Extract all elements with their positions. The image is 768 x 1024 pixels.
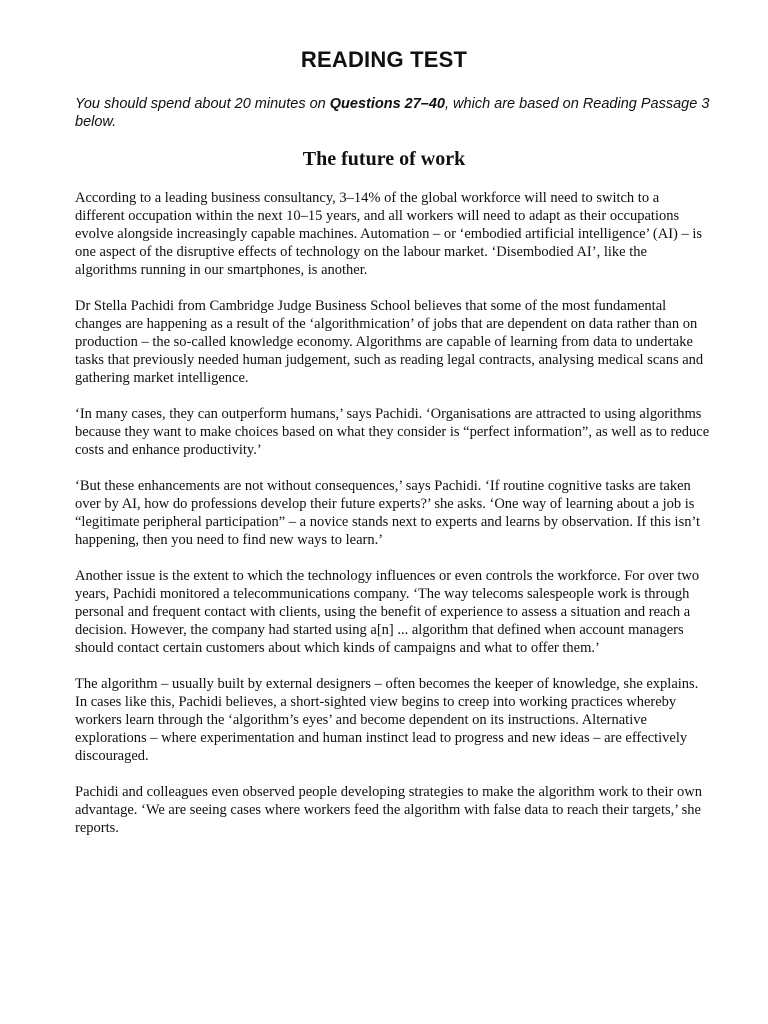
passage-paragraph-6: The algorithm – usually built by external designers – often becomes the keeper of knowledge, she explains. In cases like this, Pachidi believes, a short-sighted view begins to creep into working practices whereby workers learn through the ‘algorithm’s eyes’ and become dependent on its instructions. Alternative explorations – where experimentation and human instinct lead to progress and new ideas – are effectively discouraged.: [75, 676, 699, 764]
passage-paragraph-1: According to a leading business consultancy, 3–14% of the global workforce will need to switch to a different occupation within the next 10–15 years, and all workers will need to adapt as their occupations evolve alongside increasingly capable machines. Automation – or ‘embodied artificial intelligence’ (AI) – is one aspect of the disruptive effects of technology on the labour market. ‘Disembodied AI’, like the algorithms running in our smartphones, is another.: [75, 190, 703, 278]
passage-body: [75, 189, 711, 855]
passage-paragraph-5: Another issue is the extent to which the technology influences or even controls the workforce. For over two years, Pachidi monitored a telecommunications company. ‘The way telecoms salespeople work is through personal and frequent contact with clients, using the benefit of experience to assess a situation and reach a decision. However, the company had started using a[n] ... algorithm that defined when account managers should contact certain customers about which kinds of campaigns and what to offer them.’: [75, 568, 700, 656]
page-title: READING TEST: [300, 47, 468, 72]
passage-paragraph-4: ‘But these enhancements are not without consequences,’ says Pachidi. ‘If routine cognitive tasks are taken over by AI, how do professions develop their future experts?’ she asks. ‘One way of learning about a job is “legitimate peripheral participation” – a novice stands next to experts and learns by observation. If this isn’t happening, then you need to find new ways to learn.’: [75, 478, 701, 548]
passage-paragraph-3: ‘In many cases, they can outperform humans,’ says Pachidi. ‘Organisations are attracted to using algorithms because they want to make choices based on what they consider is “perfect information”, as well as to reduce costs and enhance productivity.’: [75, 406, 710, 458]
passage-paragraph-2: Dr Stella Pachidi from Cambridge Judge Business School believes that some of the most fundamental changes are happening as a result of the ‘algorithmication’ of jobs that are dependent on data rather than on production – the so-called knowledge economy. Algorithms are capable of learning from data to undertake tasks that previously needed human judgement, such as reading legal contracts, analysing medical scans and gathering market intelligence.: [75, 298, 704, 386]
instructions-text: [75, 95, 715, 131]
instructions-prefix: You should spend about 20 minutes on: [75, 96, 330, 112]
instructions-suffix: , which are based on Reading Passage 3 below.: [75, 96, 710, 130]
passage-paragraph-7: Pachidi and colleagues even observed people developing strategies to make the algorithm work to their own advantage. ‘We are seeing cases where workers feed the algorithm with false data to reach their targets,’ she reports.: [75, 784, 702, 836]
passage-title: The future of work: [302, 148, 466, 170]
instructions-questions: Questions 27–40: [329, 96, 445, 112]
